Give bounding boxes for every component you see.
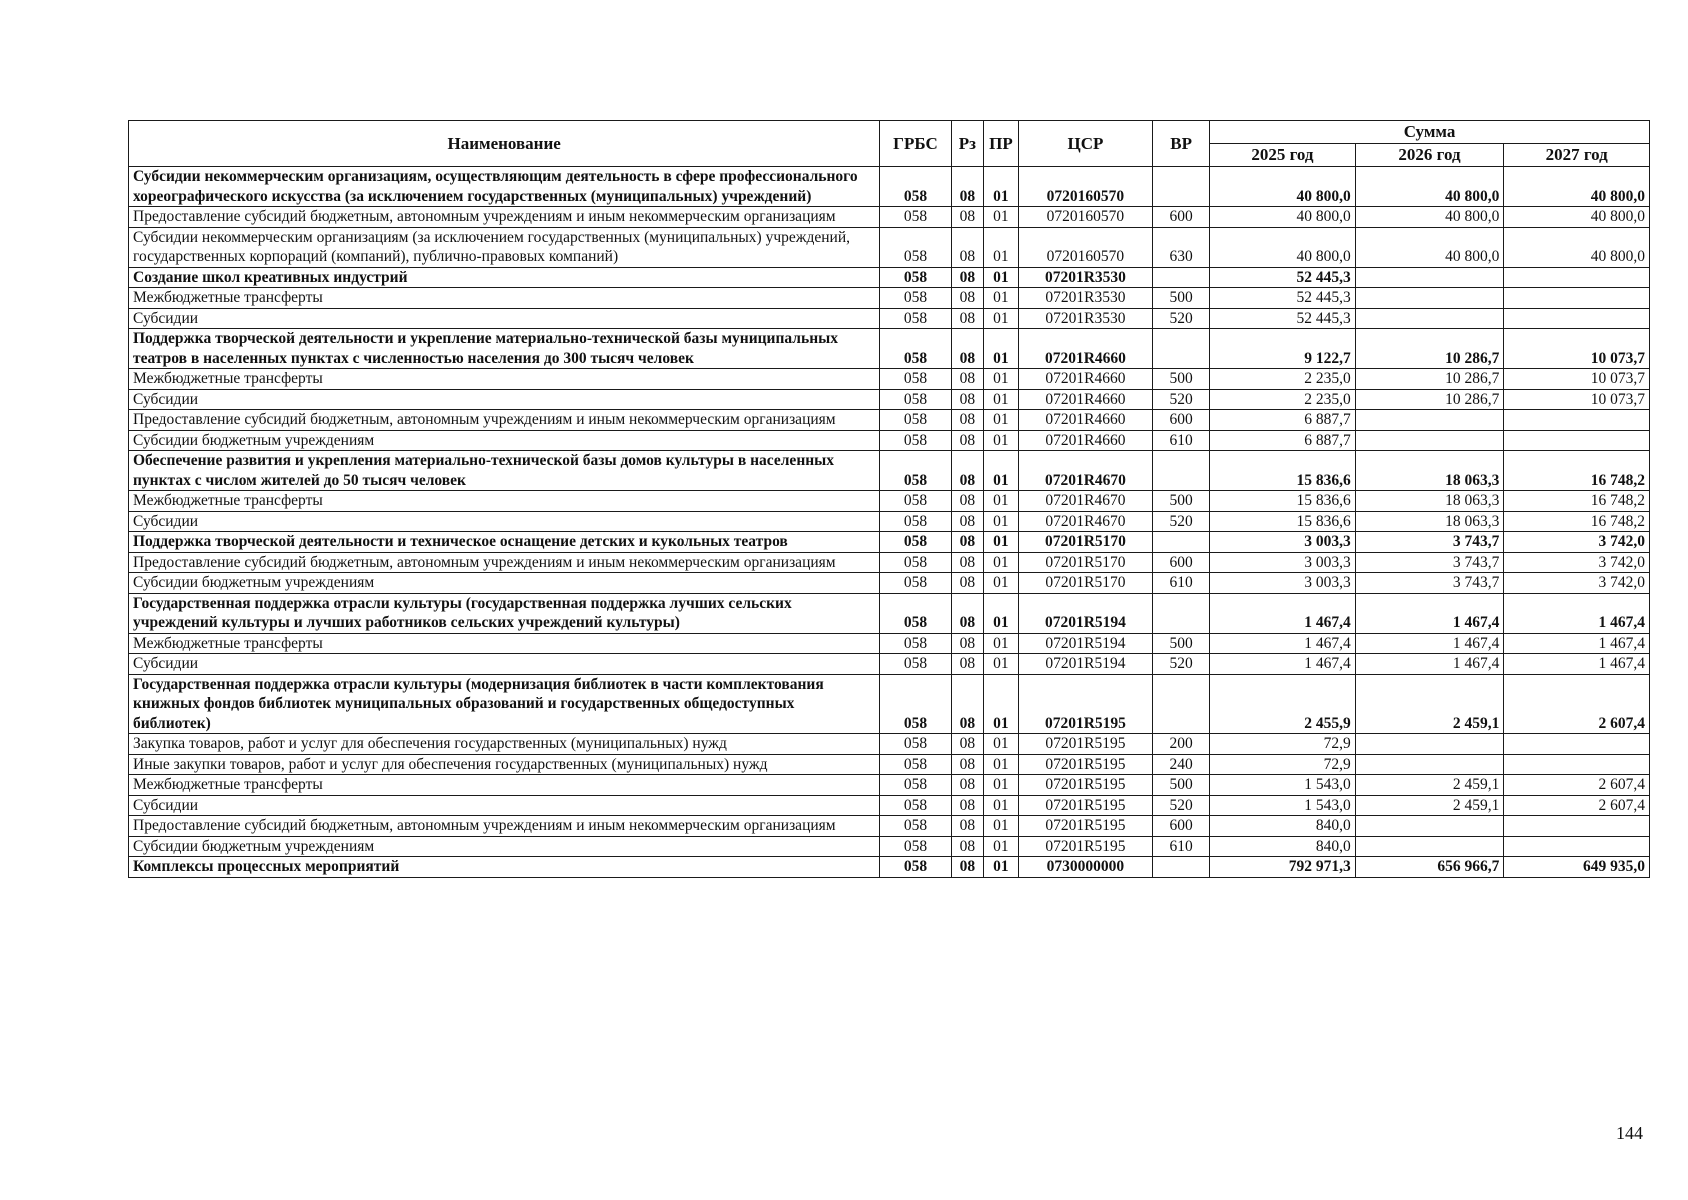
cell-2027: 16 748,2 <box>1504 451 1650 491</box>
cell-pr: 01 <box>984 369 1019 390</box>
header-2026: 2026 год <box>1355 144 1504 167</box>
cell-grbs: 058 <box>880 491 951 512</box>
cell-vr: 630 <box>1153 227 1210 267</box>
cell-grbs: 058 <box>880 329 951 369</box>
table-row <box>129 389 1650 410</box>
cell-2026 <box>1355 288 1504 309</box>
cell-name: Закупка товаров, работ и услуг для обеспечения государственных (муниципальных) нужд <box>129 734 880 755</box>
table-row <box>129 207 1650 228</box>
cell-2025: 72,9 <box>1210 754 1356 775</box>
cell-csr: 0730000000 <box>1018 857 1152 878</box>
cell-name: Межбюджетные трансферты <box>129 633 880 654</box>
cell-2026: 2 459,1 <box>1355 795 1504 816</box>
cell-csr: 07201R5195 <box>1018 795 1152 816</box>
cell-csr: 07201R5195 <box>1018 836 1152 857</box>
cell-name: Субсидии некоммерческим организациям (за исключением государственных (муниципальных) учреждений, государственных корпораций (компаний), публично-правовых компаний) <box>129 227 880 267</box>
cell-grbs: 058 <box>880 430 951 451</box>
cell-rz: 08 <box>951 552 984 573</box>
cell-vr <box>1153 329 1210 369</box>
table-row <box>129 795 1650 816</box>
cell-2027: 40 800,0 <box>1504 207 1650 228</box>
cell-2026: 1 467,4 <box>1355 593 1504 633</box>
table-row <box>129 329 1650 369</box>
cell-rz: 08 <box>951 633 984 654</box>
cell-grbs: 058 <box>880 836 951 857</box>
cell-2026: 2 459,1 <box>1355 775 1504 796</box>
cell-pr: 01 <box>984 674 1019 734</box>
cell-name: Государственная поддержка отрасли культуры (модернизация библиотек в части комплектования книжных фондов библиотек муниципальных образований и государственных общедоступных библиотек) <box>129 674 880 734</box>
cell-grbs: 058 <box>880 816 951 837</box>
table-row <box>129 654 1650 675</box>
cell-grbs: 058 <box>880 451 951 491</box>
cell-2025: 6 887,7 <box>1210 410 1356 431</box>
cell-grbs: 058 <box>880 511 951 532</box>
table-row <box>129 267 1650 288</box>
cell-rz: 08 <box>951 369 984 390</box>
cell-2026 <box>1355 308 1504 329</box>
cell-2025: 1 467,4 <box>1210 593 1356 633</box>
cell-name: Создание школ креативных индустрий <box>129 267 880 288</box>
cell-2027: 16 748,2 <box>1504 511 1650 532</box>
table-row <box>129 775 1650 796</box>
cell-vr <box>1153 593 1210 633</box>
cell-name: Субсидии бюджетным учреждениям <box>129 836 880 857</box>
cell-csr: 07201R3530 <box>1018 308 1152 329</box>
cell-2026 <box>1355 734 1504 755</box>
cell-vr: 500 <box>1153 491 1210 512</box>
cell-pr: 01 <box>984 754 1019 775</box>
header-grbs: ГРБС <box>880 121 951 167</box>
cell-2025: 52 445,3 <box>1210 308 1356 329</box>
cell-rz: 08 <box>951 167 984 207</box>
cell-grbs: 058 <box>880 857 951 878</box>
cell-2026: 40 800,0 <box>1355 167 1504 207</box>
cell-name: Комплексы процессных мероприятий <box>129 857 880 878</box>
cell-2025: 40 800,0 <box>1210 167 1356 207</box>
table-row <box>129 451 1650 491</box>
cell-pr: 01 <box>984 836 1019 857</box>
cell-2026: 10 286,7 <box>1355 369 1504 390</box>
cell-rz: 08 <box>951 836 984 857</box>
cell-grbs: 058 <box>880 573 951 594</box>
cell-grbs: 058 <box>880 593 951 633</box>
cell-2025: 3 003,3 <box>1210 573 1356 594</box>
cell-2025: 6 887,7 <box>1210 430 1356 451</box>
cell-pr: 01 <box>984 775 1019 796</box>
header-sum: Сумма <box>1210 121 1650 144</box>
cell-rz: 08 <box>951 532 984 553</box>
cell-name: Субсидии бюджетным учреждениям <box>129 430 880 451</box>
cell-name: Поддержка творческой деятельности и укрепление материально-технической базы муниципальных театров в населенных пунктах с численностью населения до 300 тысяч человек <box>129 329 880 369</box>
cell-2025: 15 836,6 <box>1210 451 1356 491</box>
cell-name: Предоставление субсидий бюджетным, автономным учреждениям и иным некоммерческим организациям <box>129 207 880 228</box>
cell-name: Межбюджетные трансферты <box>129 491 880 512</box>
cell-csr: 07201R5195 <box>1018 734 1152 755</box>
cell-csr: 07201R4660 <box>1018 389 1152 410</box>
cell-name: Субсидии бюджетным учреждениям <box>129 573 880 594</box>
cell-name: Иные закупки товаров, работ и услуг для обеспечения государственных (муниципальных) нужд <box>129 754 880 775</box>
cell-2027: 1 467,4 <box>1504 654 1650 675</box>
cell-csr: 07201R5195 <box>1018 816 1152 837</box>
cell-vr: 520 <box>1153 654 1210 675</box>
cell-2025: 1 467,4 <box>1210 633 1356 654</box>
page-number: 144 <box>1616 1123 1643 1143</box>
cell-grbs: 058 <box>880 288 951 309</box>
table-row <box>129 227 1650 267</box>
cell-2026: 18 063,3 <box>1355 491 1504 512</box>
cell-vr <box>1153 674 1210 734</box>
cell-pr: 01 <box>984 227 1019 267</box>
cell-grbs: 058 <box>880 795 951 816</box>
cell-name: Субсидии <box>129 654 880 675</box>
cell-2027 <box>1504 836 1650 857</box>
cell-2025: 15 836,6 <box>1210 491 1356 512</box>
cell-csr: 0720160570 <box>1018 227 1152 267</box>
cell-rz: 08 <box>951 410 984 431</box>
cell-vr <box>1153 267 1210 288</box>
cell-rz: 08 <box>951 511 984 532</box>
cell-vr: 500 <box>1153 633 1210 654</box>
cell-2026: 10 286,7 <box>1355 389 1504 410</box>
cell-rz: 08 <box>951 593 984 633</box>
cell-grbs: 058 <box>880 734 951 755</box>
cell-2025: 15 836,6 <box>1210 511 1356 532</box>
cell-2026: 656 966,7 <box>1355 857 1504 878</box>
cell-csr: 07201R4660 <box>1018 410 1152 431</box>
cell-2027 <box>1504 430 1650 451</box>
cell-rz: 08 <box>951 227 984 267</box>
cell-2025: 1 543,0 <box>1210 775 1356 796</box>
cell-2027: 2 607,4 <box>1504 795 1650 816</box>
header-rz: Рз <box>951 121 984 167</box>
cell-grbs: 058 <box>880 308 951 329</box>
cell-rz: 08 <box>951 389 984 410</box>
cell-2027: 3 742,0 <box>1504 552 1650 573</box>
cell-2026 <box>1355 410 1504 431</box>
cell-name: Межбюджетные трансферты <box>129 288 880 309</box>
table-row <box>129 633 1650 654</box>
cell-pr: 01 <box>984 654 1019 675</box>
cell-2026: 3 743,7 <box>1355 532 1504 553</box>
cell-pr: 01 <box>984 552 1019 573</box>
cell-vr: 520 <box>1153 308 1210 329</box>
cell-2027 <box>1504 754 1650 775</box>
cell-rz: 08 <box>951 795 984 816</box>
table-row <box>129 754 1650 775</box>
cell-2026: 1 467,4 <box>1355 633 1504 654</box>
cell-pr: 01 <box>984 288 1019 309</box>
cell-vr: 520 <box>1153 795 1210 816</box>
cell-2025: 3 003,3 <box>1210 552 1356 573</box>
cell-name: Государственная поддержка отрасли культуры (государственная поддержка лучших сельских учреждений культуры и лучших работников сельских учреждений культуры) <box>129 593 880 633</box>
cell-2027 <box>1504 288 1650 309</box>
cell-pr: 01 <box>984 633 1019 654</box>
table-row <box>129 532 1650 553</box>
cell-2026: 40 800,0 <box>1355 227 1504 267</box>
cell-csr: 07201R5194 <box>1018 654 1152 675</box>
cell-vr: 600 <box>1153 816 1210 837</box>
cell-rz: 08 <box>951 267 984 288</box>
cell-2026 <box>1355 836 1504 857</box>
table-row <box>129 288 1650 309</box>
cell-vr: 240 <box>1153 754 1210 775</box>
cell-grbs: 058 <box>880 389 951 410</box>
table-row <box>129 857 1650 878</box>
cell-rz: 08 <box>951 654 984 675</box>
cell-2026 <box>1355 267 1504 288</box>
cell-name: Предоставление субсидий бюджетным, автономным учреждениям и иным некоммерческим организациям <box>129 410 880 431</box>
cell-pr: 01 <box>984 329 1019 369</box>
cell-2025: 52 445,3 <box>1210 288 1356 309</box>
cell-2027: 649 935,0 <box>1504 857 1650 878</box>
header-csr: ЦСР <box>1018 121 1152 167</box>
cell-2026: 2 459,1 <box>1355 674 1504 734</box>
cell-2027 <box>1504 308 1650 329</box>
table-row <box>129 491 1650 512</box>
cell-2025: 40 800,0 <box>1210 207 1356 228</box>
cell-2025: 840,0 <box>1210 816 1356 837</box>
cell-csr: 07201R5195 <box>1018 674 1152 734</box>
cell-2027: 2 607,4 <box>1504 674 1650 734</box>
cell-2027: 40 800,0 <box>1504 167 1650 207</box>
cell-rz: 08 <box>951 734 984 755</box>
cell-vr <box>1153 857 1210 878</box>
cell-2027: 40 800,0 <box>1504 227 1650 267</box>
cell-csr: 07201R4660 <box>1018 430 1152 451</box>
cell-pr: 01 <box>984 207 1019 228</box>
cell-vr: 200 <box>1153 734 1210 755</box>
cell-name: Межбюджетные трансферты <box>129 775 880 796</box>
cell-rz: 08 <box>951 451 984 491</box>
cell-name: Предоставление субсидий бюджетным, автономным учреждениям и иным некоммерческим организациям <box>129 552 880 573</box>
cell-pr: 01 <box>984 491 1019 512</box>
cell-rz: 08 <box>951 775 984 796</box>
cell-pr: 01 <box>984 267 1019 288</box>
cell-rz: 08 <box>951 430 984 451</box>
cell-2027: 10 073,7 <box>1504 369 1650 390</box>
cell-2026: 40 800,0 <box>1355 207 1504 228</box>
cell-name: Субсидии <box>129 308 880 329</box>
cell-csr: 07201R4670 <box>1018 511 1152 532</box>
cell-vr: 520 <box>1153 389 1210 410</box>
cell-grbs: 058 <box>880 532 951 553</box>
cell-2025: 1 467,4 <box>1210 654 1356 675</box>
cell-csr: 07201R5194 <box>1018 633 1152 654</box>
table-row <box>129 674 1650 734</box>
cell-csr: 07201R5170 <box>1018 573 1152 594</box>
cell-2027: 3 742,0 <box>1504 573 1650 594</box>
cell-vr <box>1153 532 1210 553</box>
cell-grbs: 058 <box>880 410 951 431</box>
header-name: Наименование <box>129 121 880 167</box>
cell-pr: 01 <box>984 593 1019 633</box>
cell-2027: 1 467,4 <box>1504 593 1650 633</box>
cell-pr: 01 <box>984 511 1019 532</box>
cell-name: Субсидии <box>129 511 880 532</box>
cell-vr: 520 <box>1153 511 1210 532</box>
cell-csr: 07201R5170 <box>1018 532 1152 553</box>
cell-vr <box>1153 451 1210 491</box>
header-vr: ВР <box>1153 121 1210 167</box>
cell-2026 <box>1355 754 1504 775</box>
table-row <box>129 167 1650 207</box>
cell-grbs: 058 <box>880 654 951 675</box>
cell-pr: 01 <box>984 795 1019 816</box>
cell-grbs: 058 <box>880 754 951 775</box>
cell-grbs: 058 <box>880 267 951 288</box>
cell-name: Субсидии <box>129 389 880 410</box>
table-row <box>129 511 1650 532</box>
cell-rz: 08 <box>951 329 984 369</box>
cell-grbs: 058 <box>880 369 951 390</box>
cell-2026 <box>1355 816 1504 837</box>
cell-grbs: 058 <box>880 674 951 734</box>
cell-2026: 3 743,7 <box>1355 573 1504 594</box>
cell-name: Субсидии <box>129 795 880 816</box>
cell-2027: 16 748,2 <box>1504 491 1650 512</box>
table-row <box>129 836 1650 857</box>
cell-pr: 01 <box>984 167 1019 207</box>
cell-2027 <box>1504 267 1650 288</box>
cell-2025: 2 235,0 <box>1210 369 1356 390</box>
cell-pr: 01 <box>984 734 1019 755</box>
table-row <box>129 573 1650 594</box>
cell-rz: 08 <box>951 573 984 594</box>
table-row <box>129 552 1650 573</box>
cell-2026: 18 063,3 <box>1355 451 1504 491</box>
budget-table <box>128 120 1650 878</box>
cell-csr: 07201R5195 <box>1018 775 1152 796</box>
cell-2027 <box>1504 410 1650 431</box>
cell-2027: 10 073,7 <box>1504 329 1650 369</box>
cell-name: Обеспечение развития и укрепления материально-технической базы домов культуры в населенных пунктах с числом жителей до 50 тысяч человек <box>129 451 880 491</box>
table-row <box>129 430 1650 451</box>
cell-2027: 2 607,4 <box>1504 775 1650 796</box>
cell-name: Межбюджетные трансферты <box>129 369 880 390</box>
cell-grbs: 058 <box>880 633 951 654</box>
cell-csr: 07201R5194 <box>1018 593 1152 633</box>
table-row <box>129 593 1650 633</box>
cell-rz: 08 <box>951 754 984 775</box>
cell-vr: 500 <box>1153 288 1210 309</box>
cell-vr: 500 <box>1153 775 1210 796</box>
cell-pr: 01 <box>984 816 1019 837</box>
cell-2026 <box>1355 430 1504 451</box>
cell-2025: 9 122,7 <box>1210 329 1356 369</box>
cell-pr: 01 <box>984 857 1019 878</box>
table-body <box>129 167 1650 878</box>
table-row <box>129 734 1650 755</box>
cell-csr: 07201R5195 <box>1018 754 1152 775</box>
cell-name: Субсидии некоммерческим организациям, осуществляющим деятельность в сфере профессионального хореографического искусства (за исключением государственных (муниципальных) учреждений) <box>129 167 880 207</box>
cell-2026: 18 063,3 <box>1355 511 1504 532</box>
cell-2027: 10 073,7 <box>1504 389 1650 410</box>
cell-name: Поддержка творческой деятельности и техническое оснащение детских и кукольных театров <box>129 532 880 553</box>
cell-pr: 01 <box>984 532 1019 553</box>
table-row <box>129 816 1650 837</box>
cell-csr: 07201R4670 <box>1018 451 1152 491</box>
cell-vr: 610 <box>1153 573 1210 594</box>
cell-2027 <box>1504 816 1650 837</box>
cell-rz: 08 <box>951 816 984 837</box>
cell-2025: 52 445,3 <box>1210 267 1356 288</box>
cell-rz: 08 <box>951 288 984 309</box>
cell-2025: 72,9 <box>1210 734 1356 755</box>
header-2027: 2027 год <box>1504 144 1650 167</box>
cell-2025: 840,0 <box>1210 836 1356 857</box>
cell-vr: 500 <box>1153 369 1210 390</box>
cell-grbs: 058 <box>880 167 951 207</box>
table-row <box>129 308 1650 329</box>
cell-rz: 08 <box>951 491 984 512</box>
cell-2027 <box>1504 734 1650 755</box>
cell-grbs: 058 <box>880 207 951 228</box>
cell-pr: 01 <box>984 451 1019 491</box>
cell-2025: 792 971,3 <box>1210 857 1356 878</box>
cell-grbs: 058 <box>880 227 951 267</box>
cell-2025: 1 543,0 <box>1210 795 1356 816</box>
cell-pr: 01 <box>984 573 1019 594</box>
cell-2027: 3 742,0 <box>1504 532 1650 553</box>
table-row <box>129 369 1650 390</box>
cell-rz: 08 <box>951 857 984 878</box>
cell-2025: 3 003,3 <box>1210 532 1356 553</box>
table-row <box>129 410 1650 431</box>
cell-csr: 07201R5170 <box>1018 552 1152 573</box>
cell-csr: 07201R4670 <box>1018 491 1152 512</box>
cell-pr: 01 <box>984 430 1019 451</box>
cell-vr: 610 <box>1153 836 1210 857</box>
budget-sheet <box>128 120 1650 878</box>
cell-grbs: 058 <box>880 552 951 573</box>
cell-2026: 1 467,4 <box>1355 654 1504 675</box>
cell-pr: 01 <box>984 308 1019 329</box>
cell-grbs: 058 <box>880 775 951 796</box>
cell-vr: 600 <box>1153 207 1210 228</box>
cell-2025: 2 455,9 <box>1210 674 1356 734</box>
cell-2026: 10 286,7 <box>1355 329 1504 369</box>
cell-2025: 40 800,0 <box>1210 227 1356 267</box>
cell-2026: 3 743,7 <box>1355 552 1504 573</box>
cell-csr: 0720160570 <box>1018 167 1152 207</box>
cell-vr: 610 <box>1153 430 1210 451</box>
cell-csr: 07201R4660 <box>1018 369 1152 390</box>
cell-rz: 08 <box>951 207 984 228</box>
cell-csr: 07201R3530 <box>1018 267 1152 288</box>
cell-rz: 08 <box>951 674 984 734</box>
cell-csr: 0720160570 <box>1018 207 1152 228</box>
cell-2025: 2 235,0 <box>1210 389 1356 410</box>
cell-vr: 600 <box>1153 410 1210 431</box>
header-2025: 2025 год <box>1210 144 1356 167</box>
cell-vr: 600 <box>1153 552 1210 573</box>
cell-csr: 07201R4660 <box>1018 329 1152 369</box>
cell-name: Предоставление субсидий бюджетным, автономным учреждениям и иным некоммерческим организациям <box>129 816 880 837</box>
cell-vr <box>1153 167 1210 207</box>
header-pr: ПР <box>984 121 1019 167</box>
cell-csr: 07201R3530 <box>1018 288 1152 309</box>
cell-rz: 08 <box>951 308 984 329</box>
cell-pr: 01 <box>984 410 1019 431</box>
cell-2027: 1 467,4 <box>1504 633 1650 654</box>
cell-pr: 01 <box>984 389 1019 410</box>
